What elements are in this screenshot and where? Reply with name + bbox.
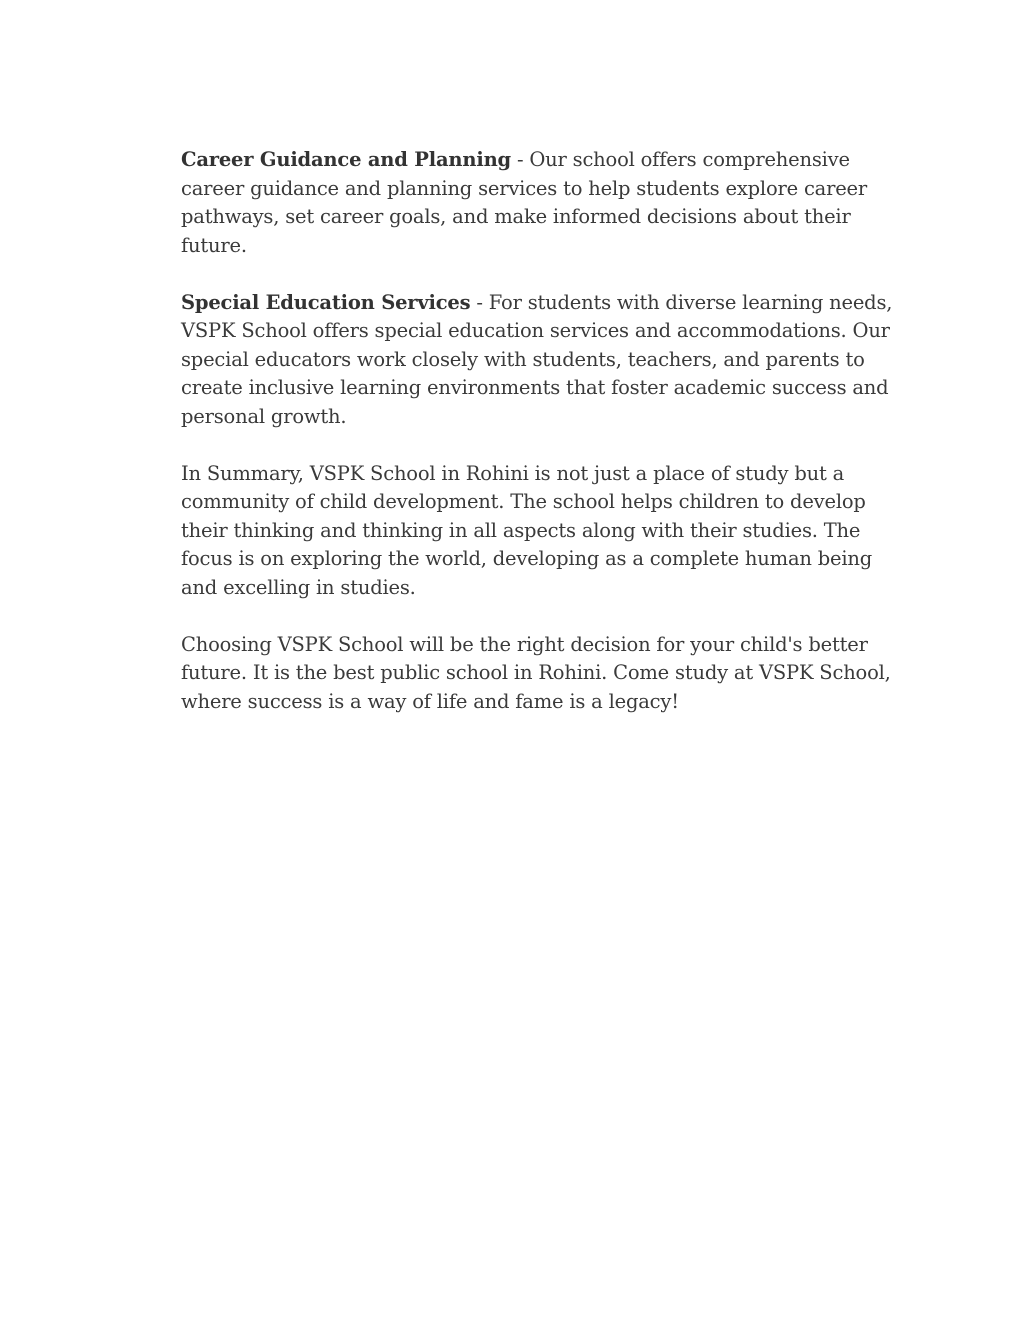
special-education-paragraph — [181, 289, 905, 432]
separator: - — [510, 148, 530, 171]
special-education-text: For students with diverse learning needs, VSPK School offers special education services and accommodations. Our special educators work closely with students, teachers, and parents to create inclusive learning environments that foster academic success and personal growth. — [181, 290, 893, 428]
closing-paragraph: Choosing VSPK School will be the right decision for your child's better future. It is the best public school in Rohini. Come study at VSPK School, where success is a way of life and fame is a legacy! — [181, 632, 891, 713]
career-guidance-paragraph — [181, 146, 905, 260]
summary-paragraph: In Summary, VSPK School in Rohini is not just a place of study but a community of child development. The school helps children to develop their thinking and thinking in all aspects along with their studies. The focus is on exploring the world, developing as a complete human being and excelling in studies. — [181, 461, 873, 599]
career-guidance-text: Our school offers comprehensive career guidance and planning services to help students explore career pathways, set career goals, and make informed decisions about their future. — [181, 148, 868, 257]
special-education-heading: Special Education Services — [181, 290, 471, 314]
career-guidance-heading: Career Guidance and Planning — [181, 148, 511, 171]
separator: - — [470, 290, 489, 314]
document-page — [181, 146, 905, 745]
